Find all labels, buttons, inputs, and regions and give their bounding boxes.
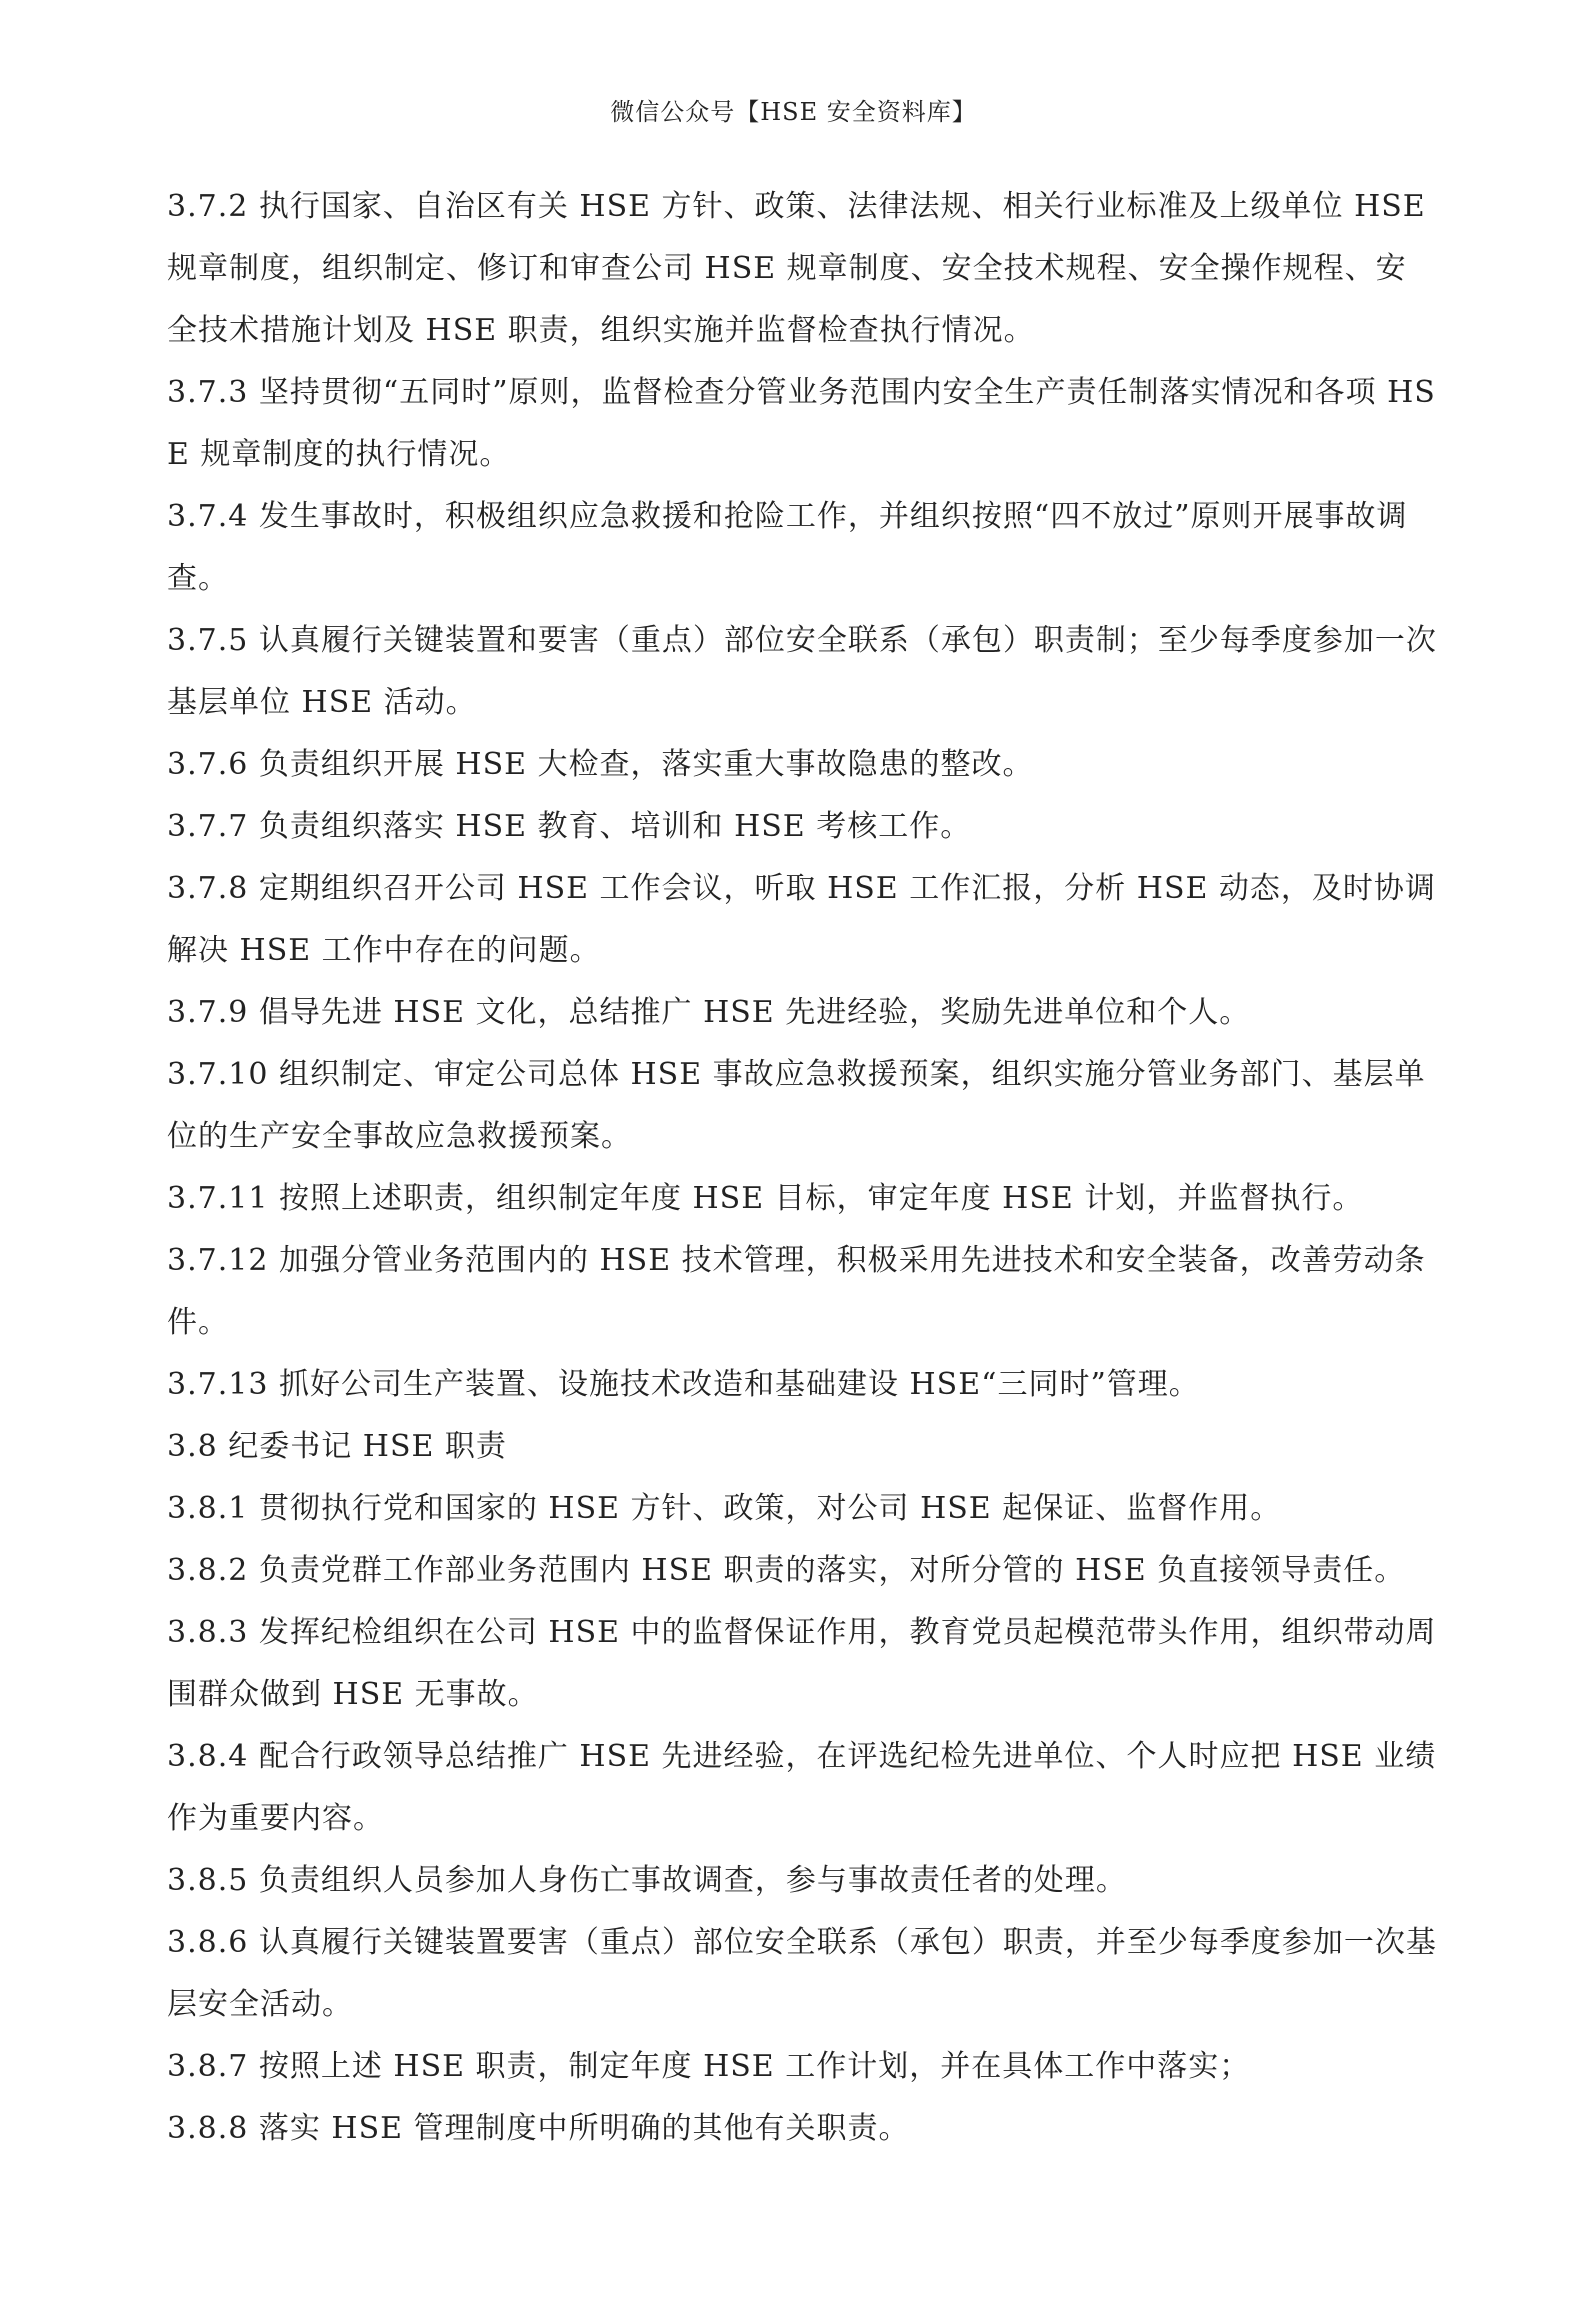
paragraph-3-8-3: 3.8.3 发挥纪检组织在公司 HSE 中的监督保证作用，教育党员起模范带头作用，组织带动周围群众做到 HSE 无事故。	[167, 1615, 1437, 1712]
section-heading-3-8: 3.8 纪委书记 HSE 职责	[167, 1429, 507, 1464]
paragraph-3-7-8: 3.7.8 定期组织召开公司 HSE 工作会议，听取 HSE 工作汇报，分析 HSE 动态，及时协调解决 HSE 工作中存在的问题。	[167, 871, 1436, 968]
paragraph-3-7-13: 3.7.13 抓好公司生产装置、设施技术改造和基础建设 HSE“三同时”管理。	[167, 1367, 1200, 1402]
page-header: 微信公众号【HSE 安全资料库】	[610, 98, 977, 126]
paragraph-3-8-6: 3.8.6 认真履行关键装置要害（重点）部位安全联系（承包）职责，并至少每季度参加一次基层安全活动。	[167, 1925, 1437, 2022]
paragraph-3-8-4: 3.8.4 配合行政领导总结推广 HSE 先进经验，在评选纪检先进单位、个人时应把 HSE 业绩作为重要内容。	[167, 1739, 1437, 1836]
paragraph-3-7-5: 3.7.5 认真履行关键装置和要害（重点）部位安全联系（承包）职责制；至少每季度参加一次基层单位 HSE 活动。	[167, 623, 1437, 720]
paragraph-3-7-9: 3.7.9 倡导先进 HSE 文化，总结推广 HSE 先进经验，奖励先进单位和个人。	[167, 995, 1251, 1030]
paragraph-3-7-10: 3.7.10 组织制定、审定公司总体 HSE 事故应急救援预案，组织实施分管业务部门、基层单位的生产安全事故应急救援预案。	[167, 1057, 1426, 1154]
paragraph-3-7-3: 3.7.3 坚持贯彻“五同时”原则，监督检查分管业务范围内安全生产责任制落实情况和各项 HSE 规章制度的执行情况。	[167, 375, 1436, 472]
paragraph-3-7-7: 3.7.7 负责组织落实 HSE 教育、培训和 HSE 考核工作。	[167, 809, 972, 844]
paragraph-3-7-4: 3.7.4 发生事故时，积极组织应急救援和抢险工作，并组织按照“四不放过”原则开展事故调查。	[167, 499, 1408, 596]
paragraph-3-8-5: 3.8.5 负责组织人员参加人身伤亡事故调查，参与事故责任者的处理。	[167, 1863, 1127, 1898]
paragraph-3-8-1: 3.8.1 贯彻执行党和国家的 HSE 方针、政策，对公司 HSE 起保证、监督作用。	[167, 1491, 1282, 1526]
paragraph-3-7-11: 3.7.11 按照上述职责，组织制定年度 HSE 目标，审定年度 HSE 计划，并监督执行。	[167, 1181, 1364, 1216]
paragraph-3-8-8: 3.8.8 落实 HSE 管理制度中所明确的其他有关职责。	[167, 2111, 910, 2146]
paragraph-3-8-7: 3.8.7 按照上述 HSE 职责，制定年度 HSE 工作计划，并在具体工作中落实；	[167, 2049, 1251, 2084]
paragraph-3-7-6: 3.7.6 负责组织开展 HSE 大检查，落实重大事故隐患的整改。	[167, 747, 1034, 782]
paragraph-3-7-12: 3.7.12 加强分管业务范围内的 HSE 技术管理，积极采用先进技术和安全装备，改善劳动条件。	[167, 1243, 1426, 1340]
paragraph-3-7-2: 3.7.2 执行国家、自治区有关 HSE 方针、政策、法律法规、相关行业标准及上级单位 HSE 规章制度，组织制定、修订和审查公司 HSE 规章制度、安全技术规程、安全操作规程、安全技术措施计划及 HSE 职责，组织实施并监督检查执行情况。	[167, 189, 1437, 348]
paragraph-3-8-2: 3.8.2 负责党群工作部业务范围内 HSE 职责的落实，对所分管的 HSE 负直接领导责任。	[167, 1553, 1406, 1588]
document-body	[167, 176, 1437, 2160]
